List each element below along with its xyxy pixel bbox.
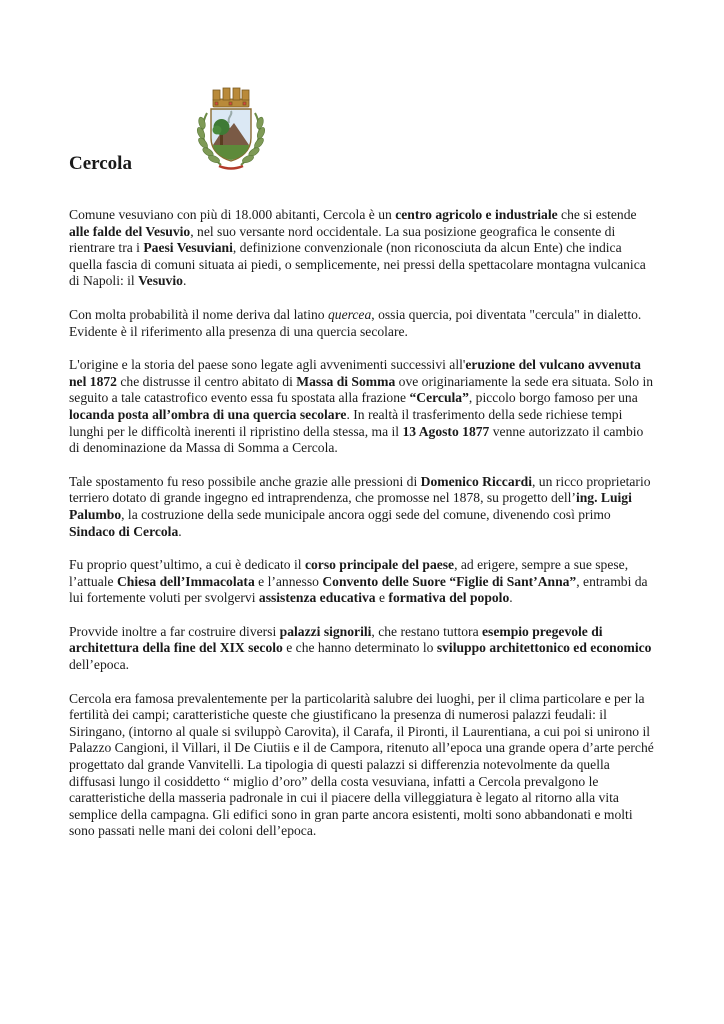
paragraph-4 xyxy=(69,474,657,540)
bold-text: 13 Agosto 1877 xyxy=(402,423,490,439)
text-run: Cercola era famosa prevalentemente per la particolarità salubre dei luoghi, per il clima particolare e per la fertilità dei campi; caratteristiche queste che giustificano la presenza di numerosi palazzi feudali: il Siringano, (intorno al quale si sviluppò Carovita), il Carafa, il Pironti, il Laurentiana, a cui poi si unirono il Palazzo Cangioni, il Villari, il De Ciutiis e il de Campora, ritenuto all’epoca una grande opera d’arte perché progettato dal grande Vanvitelli. La tipologia di questi palazzi si differenzia notevolmente da quella diffusasi lungo il cosiddetto “ miglio d’oro” della costa vesuviana, infatti a Cercola prevalgono le caratteristiche della masseria padronale in cui il piacere della villeggiatura è legato al ritorno alla vita semplice della campagna. Gli edifici sono in gran parte ancora esistenti, molti sono abbandonati e molti sono passati nelle mani dei coloni dell’epoca. xyxy=(69,690,654,839)
text-run: , un ricco proprietario terriero dotato di grande ingegno ed intraprendenza, che promosse nel 1878, su progetto dell’ xyxy=(69,473,651,506)
bold-text: assistenza educativa xyxy=(258,590,376,606)
text-run: , ossia quercia, poi diventata "cercula" in dialetto. Evidente è il riferimento alla presenza di una quercia secolare. xyxy=(69,306,642,339)
text-run: e che hanno determinato lo xyxy=(282,640,437,656)
page-title: Cercola xyxy=(69,153,132,174)
text-run: dell’epoca. xyxy=(69,657,130,673)
text-run: Provvide inoltre a far costruire diversi xyxy=(69,623,280,639)
paragraph-5 xyxy=(69,557,657,607)
bold-text: formativa del popolo xyxy=(388,590,510,606)
bold-text: alle falde del Vesuvio xyxy=(69,223,191,239)
text-run: e l’annesso xyxy=(254,573,323,589)
text-run: , che restano tuttora xyxy=(371,623,483,639)
paragraph-6 xyxy=(69,624,657,674)
text-run: Comune vesuviano con più di 18.000 abitanti, Cercola è un xyxy=(69,207,396,222)
text-run: , piccolo borgo famoso per una xyxy=(468,390,638,406)
coat-of-arms-icon xyxy=(193,83,269,173)
text-run: Fu proprio quest’ultimo, a cui è dedicato il xyxy=(69,557,305,573)
bold-text: locanda posta all’ombra di una quercia secolare xyxy=(69,406,347,422)
bold-text: Convento delle Suore “Figlie di Sant’Anna” xyxy=(322,573,577,589)
bold-text: ing. Luigi Palumbo xyxy=(69,490,632,522)
text-run: venne autorizzato il cambio di denominazione da Massa di Somma a Cercola. xyxy=(69,423,644,456)
bold-text: esempio pregevole di architettura della fine del XIX secolo xyxy=(69,623,603,656)
bold-text: Massa di Somma xyxy=(296,373,396,389)
text-run: Tale spostamento fu reso possibile anche grazie alle pressioni di xyxy=(69,473,421,489)
text-run: , definizione convenzionale (non riconosciuta da alcun Ente) che indica quella fascia di comuni situata ai piedi, o semplicemente, nei pressi della spettacolare montagna vulcanica di Napoli: il xyxy=(69,240,646,289)
paragraph-1 xyxy=(69,207,657,290)
paragraph-3 xyxy=(69,357,657,457)
text-run: , ad erigere, sempre a sue spese, l’attuale xyxy=(69,557,629,589)
text-run: . xyxy=(182,273,187,289)
bold-text: palazzi signorili xyxy=(279,623,372,639)
text-run: ove originariamente la sede era situata. Solo in seguito a tale catastrofico evento essa fu spostata alla frazione xyxy=(69,373,654,406)
text-run: . xyxy=(509,590,513,606)
bold-text: Vesuvio xyxy=(138,273,183,289)
text-run: . In realtà il trasferimento della sede richiese tempi lunghi per le difficoltà inerenti il ripristino della stessa, ma il xyxy=(69,406,623,439)
bold-text: Sindaco di Cercola xyxy=(69,523,179,539)
text-run: che distrusse il centro abitato di xyxy=(116,373,297,389)
bold-text: Paesi Vesuviani xyxy=(143,240,233,256)
italic-text: quercea xyxy=(327,306,372,322)
text-run: , entrambi da lui fortemente voluti per svolgervi xyxy=(69,573,648,606)
text-run: e xyxy=(375,590,389,606)
bold-text: eruzione del vulcano avvenuta nel 1872 xyxy=(69,357,641,389)
text-run: , la costruzione della sede municipale ancora oggi sede del comune, divenendo così primo xyxy=(121,506,611,522)
paragraph-2 xyxy=(69,307,657,340)
bold-text: sviluppo architettonico ed economico xyxy=(436,640,652,656)
coat-of-arms-image xyxy=(193,83,269,173)
bold-text: Domenico Riccardi xyxy=(420,473,532,489)
text-run: Con molta probabilità il nome deriva dal latino xyxy=(69,306,328,322)
bold-text: centro agricolo e industriale xyxy=(395,207,558,222)
bold-text: corso principale del paese xyxy=(304,557,455,573)
bold-text: Chiesa dell’Immacolata xyxy=(116,573,255,589)
text-run: , nel suo versante nord occidentale. La sua posizione geografica le consente di rientrare tra i xyxy=(69,223,616,256)
text-run: . xyxy=(178,523,182,539)
text-run: L'origine e la storia del paese sono legate agli avvenimenti successivi all' xyxy=(69,357,466,373)
text-run: che si estende xyxy=(557,207,637,222)
paragraph-7 xyxy=(69,691,657,840)
document-body xyxy=(69,207,657,857)
bold-text: “Cercula” xyxy=(409,390,469,406)
crown xyxy=(213,88,249,107)
